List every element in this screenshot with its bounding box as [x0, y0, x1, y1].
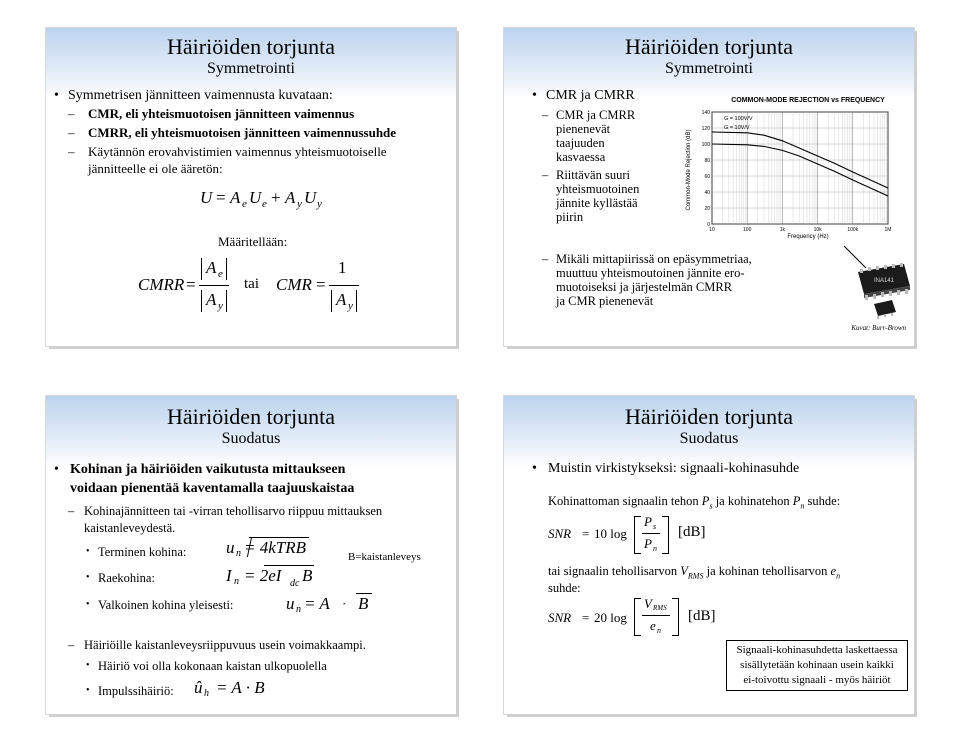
- slide-subtitle: Suodatus: [221, 430, 281, 447]
- chart-y-label: Common-Mode Rejection (dB): [686, 129, 692, 211]
- bullet-text: Kohinan ja häiriöiden vaikutusta mittaukseen: [70, 462, 346, 477]
- chart-legend-entry: G = 10V/V: [724, 125, 750, 131]
- thermal-noise-label: Terminen kohina:: [98, 545, 187, 559]
- chart-y-tick-label: 120: [701, 126, 710, 132]
- white-noise-eq: = A: [304, 594, 330, 613]
- define-label: Määritellään:: [218, 234, 288, 249]
- bullet-text: Muistin virkistykseksi: signaali-kohinasuhde: [548, 461, 800, 476]
- slide-suodatus-2: Häiriöiden torjunta Suodatus • Muistin virkistykseksi: signaali-kohinasuhde Kohinattoman signaalin tehon $P_s$ ja kohinatehon $P_n$ suhde: SNR = 10 log P s P n [dB] tai signaalin tehollisarvon $V_{RMS}$ ja kohinan tehollisarvon $e_n$ suhde: SNR = 20 log V RMS e n [dB] Signaali-kohinasuhdetta laskettaessa sisällytetään kohinaan usein kaikki ei-toivottu signaali - myös häiriöt: [504, 396, 914, 714]
- list-item: Häiriö voi olla kokonaan kaistan ulkopuolella: [98, 659, 327, 673]
- slide-title: Häiriöiden torjunta: [624, 34, 793, 59]
- chart-y-tick-label: 80: [704, 158, 710, 164]
- slide-subtitle: Symmetrointi: [207, 60, 295, 77]
- slide-symmetrointi-1: Häiriöiden torjunta Symmetrointi • Symmetrisen jännitteen vaimennusta kuvataan: – CMR, eli yhteismuotoisen jännitteen vaimennus – CMRR, eli yhteismuotoisen jännitteen vaimennussuhde – Käytännön erovahvistimien vaimennus yhteismuotoiselle jännitteelle ei ole ääretön: U = A e U e + A y U y Määritellään: CMRR = A e A y tai CMR = 1 A y: [46, 28, 456, 346]
- bullet-text: CMR ja CMRR: [546, 88, 635, 103]
- list-item: Impulssihäiriö:: [98, 684, 174, 698]
- slide-title: Häiriöiden torjunta: [624, 404, 793, 429]
- slide-subtitle: Symmetrointi: [665, 60, 753, 77]
- svg-text:INA141: INA141: [873, 278, 895, 284]
- chart-x-tick-label: 100: [743, 227, 752, 233]
- chart-y-tick-label: 60: [704, 174, 710, 180]
- impulse-eq: = A · B: [216, 678, 265, 697]
- sub-bullet-text: kaistanleveydestä.: [84, 521, 176, 535]
- chart-y-tick-label: 100: [701, 142, 710, 148]
- shot-noise-eq: = 2eI: [244, 566, 282, 585]
- chart-x-label: Frequency (Hz): [787, 234, 829, 240]
- sub-bullet-text: Kohinajännitteen tai -virran tehollisarvo riippuu mittauksen: [84, 504, 383, 518]
- chart-y-tick-label: 140: [701, 110, 710, 116]
- white-noise-label: Valkoinen kohina yleisesti:: [98, 598, 234, 612]
- chart-x-tick-label: 10k: [813, 227, 822, 233]
- bullet-dot: •: [54, 88, 59, 103]
- chart-x-tick-label: 100k: [847, 227, 859, 233]
- sub-bullet-text: Riittävän suuri yhteismuotoinen jännite kyllästää piirin: [556, 168, 640, 224]
- slide-title: Häiriöiden torjunta: [166, 34, 335, 59]
- chart-y-tick-label: 40: [704, 190, 710, 196]
- image-credit: Kuvat: Burr-Brown: [851, 324, 906, 332]
- slide-suodatus-1: Häiriöiden torjunta Suodatus • Kohinan ja häiriöiden vaikutusta mittaukseen voidaan pienentää kaventamalla taajuuskaistaa – Kohinajännitteen tai -virran tehollisarvo riippuu mittauksen kaistanleveydestä. • Terminen kohina: u n = 4kTRB B=kaistanleveys • Raekohina: I n = 2eI dc B • Valkoinen kohina yleisesti: u n = A · B – Häiriöille kaistanleveysriippuvuus usein voimakkaampi. • Häiriö voi olla kokonaan kaistan ulkopuolella • Impulssihäiriö: û h = A · B: [46, 396, 456, 714]
- thermal-noise-eq: = 4kTRB: [244, 538, 306, 557]
- shot-noise-label: Raekohina:: [98, 571, 155, 585]
- chart-legend-entry: G = 100V/V: [724, 116, 753, 122]
- bullet-text: Symmetrisen jännitteen vaimennusta kuvataan:: [68, 88, 333, 103]
- cmr-chart: [682, 92, 894, 242]
- slide-title: Häiriöiden torjunta: [166, 404, 335, 429]
- chart-x-tick-label: 10: [709, 227, 715, 233]
- snr-power-text: Kohinattoman signaalin tehon $P_s$ ja kohinatehon $P_n$ suhde:: [548, 494, 841, 511]
- snr-rms-text: tai signaalin tehollisarvon $V_{RMS}$ ja kohinan tehollisarvon $e_n$: [548, 564, 841, 581]
- ic-chip-image: [844, 242, 914, 322]
- bullet-text: voidaan pienentää kaventamalla taajuuskaistaa: [70, 481, 355, 496]
- slide-subtitle: Suodatus: [679, 430, 739, 447]
- slide-symmetrointi-2: Häiriöiden torjunta Symmetrointi • CMR ja CMRR – CMR ja CMRR pienenevät taajuuden kasvaessa – Riittävän suuri yhteismuotoinen jännite kyllästää piirin COMMON-MODE REJECTION vs FREQUENCY Common-Mode Rejection (dB) Frequency (Hz) 0 20 40 60 80 100 120 140 10 100 1k 10k 100k 1M G = 100V/V G = 10V/V – Mikäli mittapiirissä on epäsymmetriaa, muuttuu yhteismoutoinen jännite ero- muotoiseksi ja järjestelmän CMRR ja CMR pienenevät INA141 Kuvat: Burr-Brown: [504, 28, 914, 346]
- sub-bullet-text: Häiriöille kaistanleveysriippuvuus usein voimakkaampi.: [84, 638, 366, 652]
- chart-x-tick-label: 1M: [884, 227, 892, 233]
- note-box: Signaali-kohinasuhdetta laskettaessa sisällytetään kohinaan usein kaikki ei-toivottu signaali - myös häiriöt: [726, 640, 908, 691]
- list-item: CMRR, eli yhteismuotoisen jännitteen vaimennussuhde: [88, 125, 397, 140]
- chart-title: COMMON-MODE REJECTION vs FREQUENCY: [731, 97, 885, 104]
- list-item: Käytännön erovahvistimien vaimennus yhteismuotoiselle: [88, 144, 387, 159]
- sub-bullet-text: Mikäli mittapiirissä on epäsymmetriaa, muuttuu yhteismoutoinen jännite ero- muotoiseksi ja järjestelmän CMRR ja CMR pienenevät: [556, 252, 752, 308]
- list-item: CMR, eli yhteismuotoisen jännitteen vaimennus: [88, 106, 355, 121]
- bandwidth-note: B=kaistanleveys: [348, 551, 421, 563]
- chart-y-tick-label: 20: [704, 206, 710, 212]
- sub-bullet-text: CMR ja CMRR pienenevät taajuuden kasvaessa: [556, 108, 636, 164]
- chart-x-tick-label: 1k: [779, 227, 786, 233]
- chart-y-tick-label: 0: [707, 222, 710, 228]
- list-item: jännitteelle ei ole ääretön:: [88, 161, 223, 176]
